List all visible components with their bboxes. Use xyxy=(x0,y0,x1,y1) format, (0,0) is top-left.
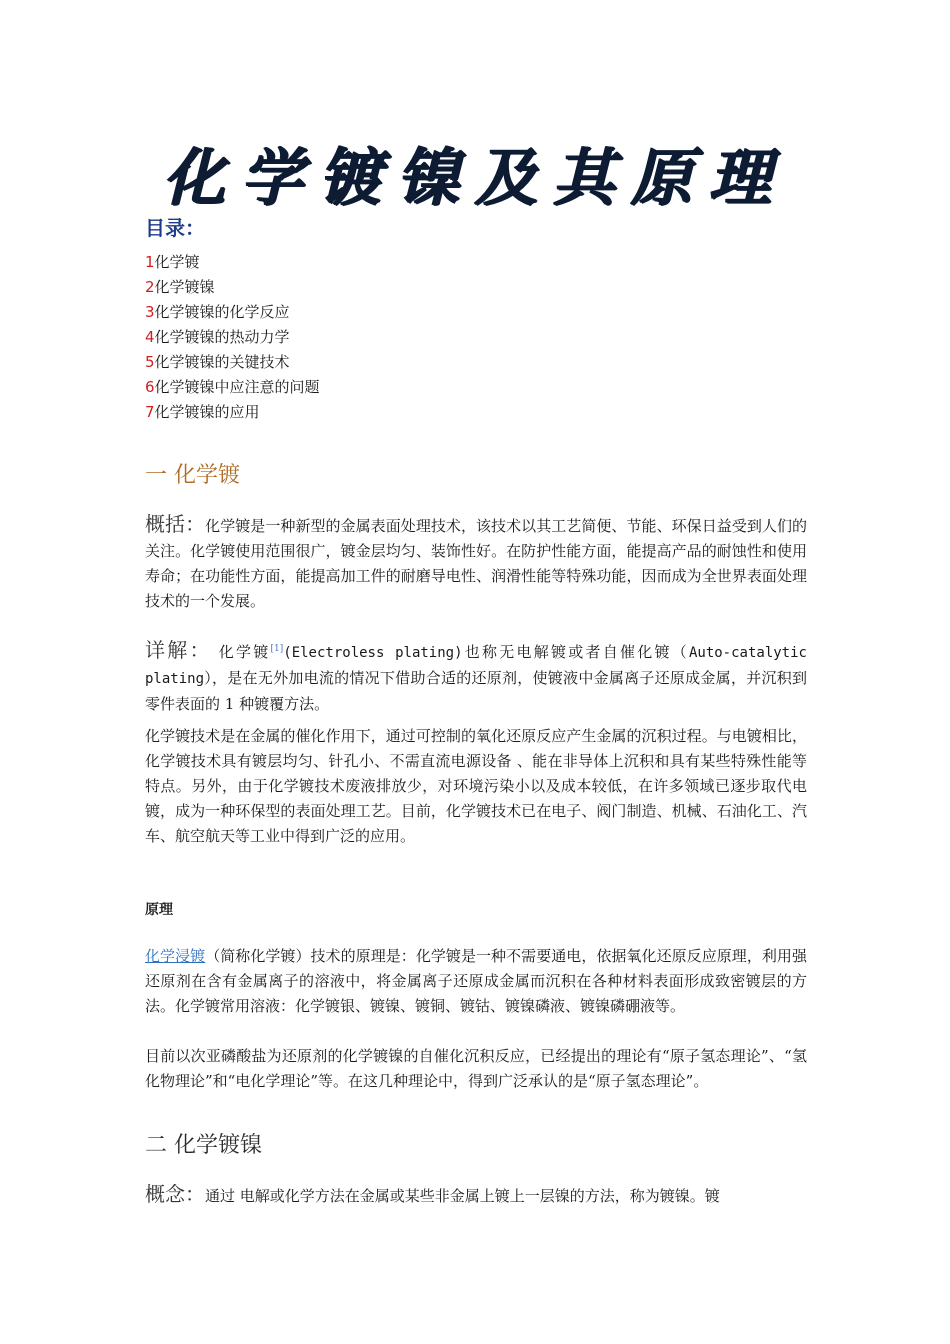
toc-item[interactable] xyxy=(145,300,320,325)
summary-paragraph xyxy=(145,512,807,614)
concept-paragraph xyxy=(145,1182,807,1209)
document-title: 化学镀镍及其原理 xyxy=(162,141,787,214)
toc-label: 化学镀镍的关键技术 xyxy=(154,353,290,371)
detail-mid: 也称无电解镀或者自催化镀（ xyxy=(462,643,689,661)
toc-number: 6 xyxy=(145,378,155,396)
detail-english-2: Auto-catalytic plating xyxy=(145,645,807,687)
concept-text: 通过 电解或化学方法在金属或某些非金属上镀上一层镍的方法，称为镀镍。镀 xyxy=(205,1187,720,1205)
toc-item[interactable] xyxy=(145,275,320,300)
section-heading-2: 二 化学镀镍 xyxy=(145,1133,262,1158)
principle-text: （简称化学镀）技术的原理是：化学镀是一种不需要通电，依据氧化还原反应原理，利用强还原剂在含有金属离子的溶液中，将金属离子还原成金属而沉积在各种材料表面形成致密镀层的方法。化学镀常用溶液：化学镀银、镀镍、镀铜、镀钴、镀镍磷液、镀镍磷硼液等。 xyxy=(145,947,807,1015)
toc-item[interactable] xyxy=(145,350,320,375)
toc-item[interactable] xyxy=(145,400,320,425)
summary-label: 概括： xyxy=(145,512,206,536)
toc-label: 化学镀镍的应用 xyxy=(154,403,260,421)
detail-english: (Electroless plating) xyxy=(283,645,463,661)
toc-number: 4 xyxy=(145,328,155,346)
detail-label: 详解： xyxy=(145,638,212,662)
principle-heading: 原理 xyxy=(145,902,173,918)
toc-number: 1 xyxy=(145,253,155,271)
toc-number: 2 xyxy=(145,278,155,296)
toc-label: 化学镀镍 xyxy=(154,278,215,296)
toc-number: 5 xyxy=(145,353,155,371)
section-heading-1: 一 化学镀 xyxy=(145,463,240,488)
concept-label: 概念： xyxy=(145,1182,205,1206)
toc-label: 化学镀镍的热动力学 xyxy=(154,328,290,346)
toc-item[interactable] xyxy=(145,325,320,350)
detail-rest: ），是在无外加电流的情况下借助合适的还原剂，使镀液中金属离子还原成金属，并沉积到零件表面的 1 种镀覆方法。 xyxy=(145,669,807,713)
principle-paragraph xyxy=(145,944,807,1019)
detail-paragraph-2: 化学镀技术是在金属的催化作用下，通过可控制的氧化还原反应产生金属的沉积过程。与电镀相比，化学镀技术具有镀层均匀、针孔小、不需直流电源设备 、能在非导体上沉积和具有某些特殊性能等特点。另外，由于化学镀技术废液排放少，对环境污染小以及成本较低，在许多领域已逐步取代电镀，成为一种环保型的表面处理工艺。目前，化学镀技术已在电子、阀门制造、机械、石油化工、汽车、航空航天等工业中得到广泛的应用。 xyxy=(145,727,807,845)
summary-text: 化学镀是一种新型的金属表面处理技术，该技术以其工艺简便、节能、环保日益受到人们的关注。化学镀使用范围很广，镀金层均匀、装饰性好。在防护性能方面，能提高产品的耐蚀性和使用寿命；在功能性方面，能提高加工件的耐磨导电性、润滑性能等特殊功能，因而成为全世界表面处理技术的一个发展。 xyxy=(145,517,808,610)
toc-item[interactable] xyxy=(145,250,320,275)
toc-item[interactable] xyxy=(145,375,320,400)
principle-link[interactable]: 化学浸镀 xyxy=(145,947,206,965)
toc-number: 7 xyxy=(145,403,155,421)
toc-heading: 目录： xyxy=(145,216,205,240)
toc-label: 化学镀 xyxy=(154,253,200,271)
toc-label: 化学镀镍的化学反应 xyxy=(154,303,290,321)
toc-number: 3 xyxy=(145,303,155,321)
detail-term: 化学镀 xyxy=(218,643,271,661)
toc-label: 化学镀镍中应注意的问题 xyxy=(154,378,320,396)
table-of-contents xyxy=(145,250,320,425)
detail-paragraph xyxy=(145,637,807,717)
principle-paragraph-2: 目前以次亚磷酸盐为还原剂的化学镀镍的自催化沉积反应，已经提出的理论有“原子氢态理论”、“氢化物理论”和“电化学理论”等。在这几种理论中，得到广泛承认的是“原子氢态理论”。 xyxy=(145,1047,807,1090)
reference-link[interactable]: [1] xyxy=(270,644,284,654)
